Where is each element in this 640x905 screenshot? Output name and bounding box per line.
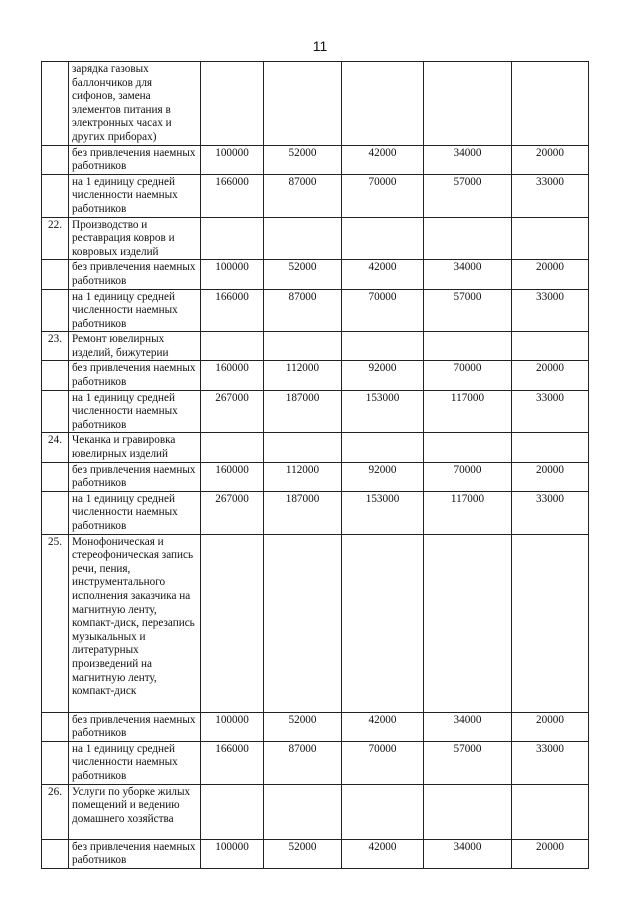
row-description: на 1 единицу средней численности наемных работников — [69, 174, 201, 217]
rate-value — [201, 433, 264, 462]
row-number: 24. — [42, 433, 69, 462]
rate-value — [512, 433, 589, 462]
rate-value: 34000 — [424, 839, 512, 868]
row-number — [42, 491, 69, 534]
rate-value: 267000 — [201, 491, 264, 534]
rate-value — [201, 534, 264, 712]
row-number — [42, 145, 69, 174]
rate-value: 70000 — [342, 741, 424, 784]
row-number — [42, 289, 69, 332]
rate-value: 52000 — [264, 712, 342, 741]
rate-value — [264, 534, 342, 712]
table-row — [42, 361, 589, 390]
table-row — [42, 712, 589, 741]
row-description: без привлечения наемных работников — [69, 145, 201, 174]
rate-value: 57000 — [424, 289, 512, 332]
rate-value: 70000 — [424, 361, 512, 390]
row-number — [42, 62, 69, 146]
row-number — [42, 839, 69, 868]
rate-value: 52000 — [264, 145, 342, 174]
tax-rate-table — [41, 61, 589, 869]
rate-value: 100000 — [201, 839, 264, 868]
row-description: без привлечения наемных работников — [69, 462, 201, 491]
rate-value: 112000 — [264, 361, 342, 390]
rate-value — [424, 217, 512, 260]
row-number — [42, 712, 69, 741]
rate-value: 70000 — [424, 462, 512, 491]
rate-value — [424, 784, 512, 839]
rate-value — [512, 784, 589, 839]
row-number — [42, 361, 69, 390]
row-description: Ремонт ювелирных изделий, бижутерии — [69, 332, 201, 361]
rate-value — [201, 332, 264, 361]
table-row — [42, 390, 589, 433]
rate-value: 34000 — [424, 145, 512, 174]
table-row — [42, 174, 589, 217]
rate-value: 160000 — [201, 361, 264, 390]
rate-value — [264, 433, 342, 462]
rate-value — [264, 332, 342, 361]
table-row — [42, 433, 589, 462]
rate-value: 166000 — [201, 289, 264, 332]
rate-value: 70000 — [342, 174, 424, 217]
row-description: Чеканка и гравировка ювелирных изделий — [69, 433, 201, 462]
rate-value — [424, 534, 512, 712]
rate-value: 57000 — [424, 174, 512, 217]
rate-value: 70000 — [342, 289, 424, 332]
rate-value: 187000 — [264, 491, 342, 534]
row-description: на 1 единицу средней численности наемных работников — [69, 390, 201, 433]
rate-value: 52000 — [264, 839, 342, 868]
rate-value: 153000 — [342, 491, 424, 534]
table-row — [42, 145, 589, 174]
row-number — [42, 260, 69, 289]
rate-value: 33000 — [512, 174, 589, 217]
rate-value: 33000 — [512, 741, 589, 784]
rate-value: 42000 — [342, 839, 424, 868]
table-row — [42, 784, 589, 839]
rate-value: 20000 — [512, 145, 589, 174]
row-number — [42, 174, 69, 217]
row-description: без привлечения наемных работников — [69, 712, 201, 741]
row-description: на 1 единицу средней численности наемных работников — [69, 741, 201, 784]
rate-value — [201, 217, 264, 260]
row-description: Монофоническая и стереофоническая запись речи, пения, инструментального исполнения заказчика на магнитную ленту, компакт-диск, перезапись музыкальных и литературных произведений на магнитную ленту, компакт-диск — [69, 534, 201, 712]
row-number — [42, 462, 69, 491]
rate-value — [264, 62, 342, 146]
rate-value: 187000 — [264, 390, 342, 433]
rate-value — [342, 433, 424, 462]
row-description: зарядка газовых баллончиков для сифонов, замена элементов питания в электронных часах и других приборах) — [69, 62, 201, 146]
rate-value: 42000 — [342, 260, 424, 289]
rate-value: 92000 — [342, 361, 424, 390]
rate-value — [342, 332, 424, 361]
rate-value — [264, 784, 342, 839]
rate-value: 117000 — [424, 491, 512, 534]
rate-value — [201, 62, 264, 146]
table-row — [42, 260, 589, 289]
table-row — [42, 217, 589, 260]
row-number: 23. — [42, 332, 69, 361]
table-row — [42, 839, 589, 868]
rate-value: 160000 — [201, 462, 264, 491]
row-description: без привлечения наемных работников — [69, 361, 201, 390]
row-number — [42, 741, 69, 784]
rate-value: 100000 — [201, 712, 264, 741]
rate-value: 34000 — [424, 712, 512, 741]
rate-value — [264, 217, 342, 260]
rate-value — [512, 217, 589, 260]
row-number: 25. — [42, 534, 69, 712]
table-row — [42, 62, 589, 146]
rate-value: 20000 — [512, 712, 589, 741]
rate-value: 87000 — [264, 174, 342, 217]
rate-value: 87000 — [264, 741, 342, 784]
table-row — [42, 289, 589, 332]
rate-value: 42000 — [342, 145, 424, 174]
page-number: 11 — [312, 38, 328, 54]
rate-value: 20000 — [512, 462, 589, 491]
rate-value: 92000 — [342, 462, 424, 491]
rate-value — [512, 332, 589, 361]
row-number — [42, 390, 69, 433]
rate-value — [342, 784, 424, 839]
table-row — [42, 491, 589, 534]
row-description: Услуги по уборке жилых помещений и ведению домашнего хозяйства — [69, 784, 201, 839]
rate-value — [512, 62, 589, 146]
rate-value: 20000 — [512, 839, 589, 868]
table-row — [42, 462, 589, 491]
rate-value: 112000 — [264, 462, 342, 491]
rate-value: 87000 — [264, 289, 342, 332]
rate-value: 52000 — [264, 260, 342, 289]
table-body — [42, 62, 589, 869]
rate-value — [424, 62, 512, 146]
table-row — [42, 534, 589, 712]
row-description: на 1 единицу средней численности наемных работников — [69, 289, 201, 332]
rate-value: 100000 — [201, 260, 264, 289]
row-description: без привлечения наемных работников — [69, 260, 201, 289]
row-number: 22. — [42, 217, 69, 260]
rate-value: 153000 — [342, 390, 424, 433]
rate-value: 166000 — [201, 174, 264, 217]
rate-value: 42000 — [342, 712, 424, 741]
rate-value: 267000 — [201, 390, 264, 433]
rate-value: 166000 — [201, 741, 264, 784]
rate-value: 34000 — [424, 260, 512, 289]
rate-value — [342, 62, 424, 146]
row-description: Производство и реставрация ковров и ковровых изделий — [69, 217, 201, 260]
rate-value — [424, 332, 512, 361]
rate-value — [342, 534, 424, 712]
table-row — [42, 332, 589, 361]
rate-value: 33000 — [512, 289, 589, 332]
table-row — [42, 741, 589, 784]
rate-value: 20000 — [512, 260, 589, 289]
rate-value: 33000 — [512, 390, 589, 433]
rate-value: 100000 — [201, 145, 264, 174]
row-number: 26. — [42, 784, 69, 839]
rate-value: 117000 — [424, 390, 512, 433]
rate-value: 20000 — [512, 361, 589, 390]
rate-value — [342, 217, 424, 260]
row-description: без привлечения наемных работников — [69, 839, 201, 868]
rate-value — [424, 433, 512, 462]
row-description: на 1 единицу средней численности наемных работников — [69, 491, 201, 534]
rate-value — [201, 784, 264, 839]
rate-value — [512, 534, 589, 712]
rate-value: 33000 — [512, 491, 589, 534]
rate-value: 57000 — [424, 741, 512, 784]
